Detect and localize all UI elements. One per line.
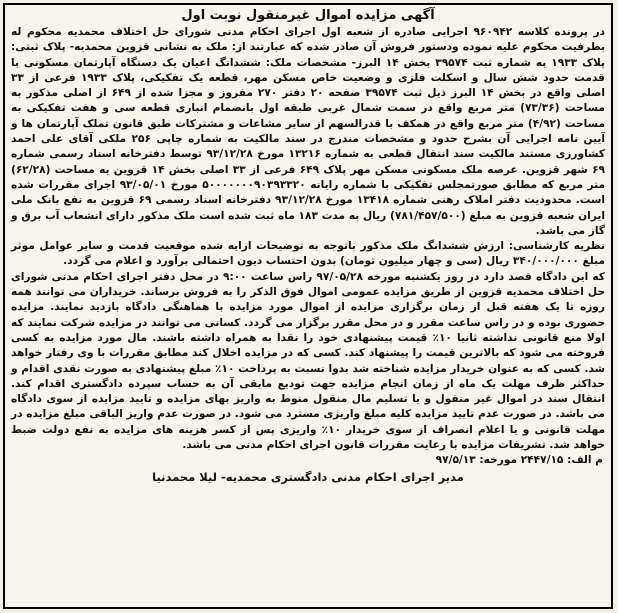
signature-line: مدیر اجرای احکام مدنی دادگستری محمدیه- لیلا محمدنیا [152, 470, 464, 485]
property-description-paragraph: در پرونده کلاسه ۹۶۰۹۴۲ اجرایی صادره از شعبه اول اجرای احکام مدنی شورای حل اختلاف محمدیه محکوم له بطرفیت محکوم علیه نموده ودستور فروش آن صادر شده که عبارتند از: ملک به نشانی قزوین محمدیه- پلاک ثبتی: پلاک ۱۹۳۳ به شماره ثبت ۳۹۵۷۴ بخش ۱۴ البرز- مشخصات ملک: ششدانگ اعیان یک دستگاه آپارتمان مسکونی با قدمت حدود شش سال و اسکلت فلزی و وضعیت خاص مسکن مهر، قطعه یک تفکیکی، پلاک ۱۹۳۳ فرعی از ۳۳ اصلی واقع در بخش ۱۴ البرز ذیل ثبت ۳۹۵۷۴ صفحه ۲۰ دفتر ۲۷۰ مفروز و مجزا شده از ۶۴۹ از اصلی مذکور به مساحت (۷۳/۳۶) متر مربع واقع در سمت شمال غربی طبقه اول بانضمام انباری قطعه سی و هفت تفکیکی به مساحت (۴/۹۲) متر مربع واقع در همکف با قدرالسهم از سایر مشاعات و مشترکات طبق قانون تملک آپارتمان ها و آیین نامه اجرایی آن بشرح حدود و مشخصات مندرج در سند مالکیت به شماره چاپی ۲۵۶ ملکی آقای علی احمد کشاورزی مستند مالکیت سند انتقال قطعی به شماره ۱۳۲۱۶ مورخ ۹۳/۱۲/۲۸ توسط دفترخانه اسناد رسمی شماره ۶۹ شهر قزوین. عرصه ملک مسکونی مسکن مهر پلاک ۶۴۹ فرعی از ۳۳ اصلی بخش ۱۴ قزوین به مساحت (۶۲/۲۸) متر مربع که مطابق صورتمجلس تفکیکی با شماره رایانه ۵۰۰۰۰۰۰۰۹۰۳۹۳۳۲۰ مورخ ۹۳/۰۵/۰۱ اجرای مقررات شده است. محدودیت دفتر املاک رهنی شماره ۱۳۴۱۸ مورخ ۹۳/۱۲/۲۸ دفترخانه اسناد رسمی ۶۹ قزوین به نفع بانک ملی ایران شعبه قزوین به مبلغ (۷۸۱/۴۵۷/۵۰۰) ریال به مدت ۱۸۳ ماه ثبت شده است ملک مذکور دارای انشعاب آب برق و گاز می باشد. [11, 26, 606, 237]
reference-line: م الف: ۲۴۴۷/۱۵ مورخه: ۹۷/۵/۱۳ [435, 454, 603, 467]
expert-opinion-paragraph: نظریه کارشناسی: ارزش ششدانگ ملک مذکور باتوجه به توضیحات ارایه شده موقعیت قدمت و سایر عوامل موثر مبلغ ۳۴۰/۰۰۰/۰۰۰ ریال (سی و چهار میلیون تومان) بدون احتساب دیون احتمالی برآورد و اعلام می گردد. [11, 240, 605, 268]
notice-title: آگهی مزایده اموال غیرمنقول نوبت اول [181, 8, 435, 23]
auction-terms-paragraph: که این دادگاه قصد دارد در روز یکشنبه مورخه ۹۷/۰۵/۲۸ راس ساعت ۹:۰۰ در محل دفتر اجرای احکام مدنی شورای حل اختلاف محمدیه قزوین از طریق مزایده عمومی اموال فوق الذکر را به فروش برساند. خریداران می توانند همه روزه تا یک هفته قبل از زمان برگزاری مزایده از اموال مورد مزایده با هماهنگی دادگاه بازدید نمایند. مزایده حضوری بوده و در راس ساعت مقرر و در محل مقرر برگزار می گردد. کسانی می توانند در مزایده شرکت نمایند که اولا منع قانونی نداشته ثانیا ۱۰٪ قیمت پیشنهادی خود را نقدا به همراه داشته باشند. مال مورد مزایده به کسی فروخته می شود که بالاترین قیمت را پیشنهاد کند. کسی که در مزایده اخلال کند مطابق مقررات با وی رفتار خواهد شد. کسی که به عنوان خریدار مزایده شناخته شد بدوا نسبت به پرداخت ۱۰٪ مبلغ پیشنهادی به صورت نقدی اقدام و حداکثر ظرف مهلت یک ماه از زمان انجام مزایده جهت تودیع مابقی آن به حساب سپرده دادگستری اقدام کند. انتقال سند در اموال غیر منقول و یا تسلیم مال منقول منوط به واریز بهای مزایده و تایید مزایده از سوی دادگاه می باشد. در صورت عدم تایید مزایده کلیه مبلغ واریزی مسترد می شود. در صورت عدم واریز الباقی مبلغ مزایده در مهلت قانونی و یا اعلام انصراف از سوی خریدار ۱۰٪ واریزی پس از کسر هزینه های مزایده به نفع دولت ضبط خواهد شد. تشریفات مزایده با رعایت مقررات قانون اجرای احکام مدنی می باشد. [11, 270, 606, 452]
notice-body [5, 25, 611, 453]
auction-notice [3, 3, 613, 609]
